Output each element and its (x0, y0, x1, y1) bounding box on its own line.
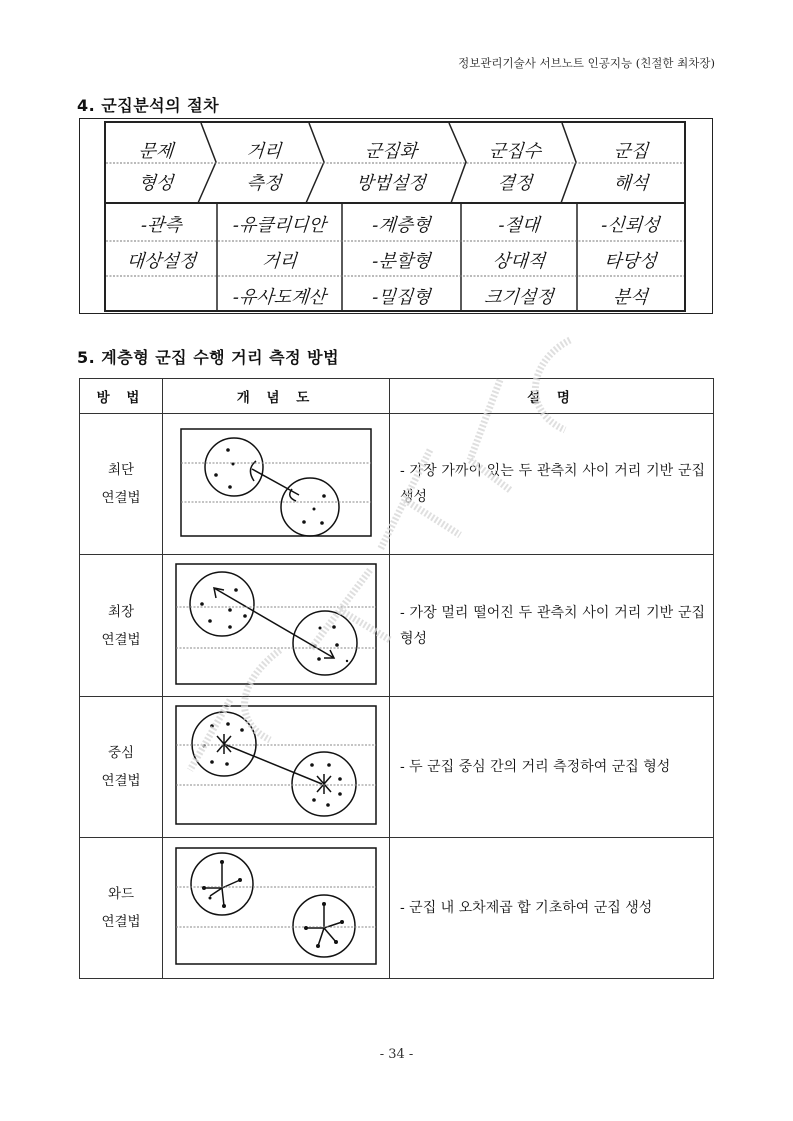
page-header: 정보관리기술사 서브노트 인공지능 (친절한 최차장) (458, 56, 715, 70)
linkage-methods-table (79, 378, 714, 979)
step-4-label-2: 결정 (496, 173, 534, 194)
step-1-label-2: 형성 (137, 173, 175, 194)
step-5-detail-3: 분석 (612, 287, 649, 308)
table-row (80, 555, 714, 697)
method-name-line1: 중심 (107, 745, 135, 761)
method-name (80, 838, 163, 979)
step-4-detail-1: -절대 (497, 215, 541, 236)
method-description: - 군집 내 오차제곱 합 기초하여 군집 생성 (390, 838, 714, 979)
method-name (80, 697, 163, 838)
table-header-row (80, 379, 714, 414)
section-4-title: 4. 군집분석의 절차 (77, 96, 220, 115)
column-header-method: 방 법 (80, 379, 163, 414)
method-name (80, 414, 163, 555)
step-3-detail-1: -계층형 (371, 215, 432, 236)
step-2-label-2: 측정 (245, 173, 283, 194)
section-5-title: 5. 계층형 군집 수행 거리 측정 방법 (77, 348, 340, 367)
method-description: - 가장 멀리 떨어진 두 관측치 사이 거리 기반 군집 형성 (390, 555, 714, 697)
method-description: - 가장 가까이 있는 두 관측치 사이 거리 기반 군집 생성 (390, 414, 714, 555)
table-row (80, 414, 714, 555)
method-name-line2: 연결법 (101, 773, 141, 789)
step-2-detail-2: 거리 (261, 251, 298, 272)
step-3-label-2: 방법설정 (355, 173, 427, 194)
method-name-line2: 연결법 (101, 914, 141, 930)
table-row (80, 838, 714, 979)
single-linkage-diagram (163, 414, 390, 555)
step-3-detail-2: -분할형 (371, 251, 432, 272)
step-4-detail-2: 상대적 (492, 251, 546, 272)
ward-linkage-diagram (163, 838, 390, 979)
clustering-procedure-figure (104, 121, 686, 312)
step-1-label-1: 문제 (137, 141, 175, 162)
method-name-line1: 최장 (107, 603, 135, 620)
method-name-line2: 연결법 (101, 490, 141, 506)
column-header-description: 설 명 (390, 379, 714, 414)
column-header-diagram: 개 념 도 (163, 379, 390, 414)
table-row (80, 697, 714, 838)
step-5-label-1: 군집 (612, 141, 650, 162)
step-3-label-1: 군집화 (364, 141, 418, 162)
page-number: - 34 - (379, 1047, 414, 1062)
step-4-detail-3: 크기설정 (483, 287, 555, 308)
step-5-detail-1: -신뢰성 (600, 215, 661, 236)
method-name (80, 555, 163, 697)
single-linkage-sketch (176, 423, 376, 541)
ward-linkage-sketch (172, 844, 380, 968)
complete-linkage-diagram (163, 555, 390, 697)
complete-linkage-sketch (172, 560, 380, 688)
centroid-linkage-diagram (163, 697, 390, 838)
step-5-label-2: 해석 (612, 173, 650, 194)
step-1-detail-2: 대상설정 (125, 251, 197, 272)
method-name-line2: 연결법 (101, 631, 141, 648)
step-2-detail-3: -유사도계산 (232, 287, 327, 308)
step-1-detail-1: -관측 (140, 215, 183, 236)
method-name-line1: 최단 (107, 462, 135, 478)
centroid-linkage-sketch (172, 702, 380, 828)
step-2-label-1: 거리 (245, 141, 283, 162)
step-4-label-1: 군집수 (488, 141, 542, 162)
method-description: - 두 군집 중심 간의 거리 측정하여 군집 형성 (390, 697, 714, 838)
method-name-line1: 와드 (107, 886, 135, 902)
step-3-detail-3: -밀집형 (371, 287, 432, 308)
step-2-detail-1: -유클리디안 (232, 215, 327, 236)
step-5-detail-2: 타당성 (603, 251, 658, 272)
